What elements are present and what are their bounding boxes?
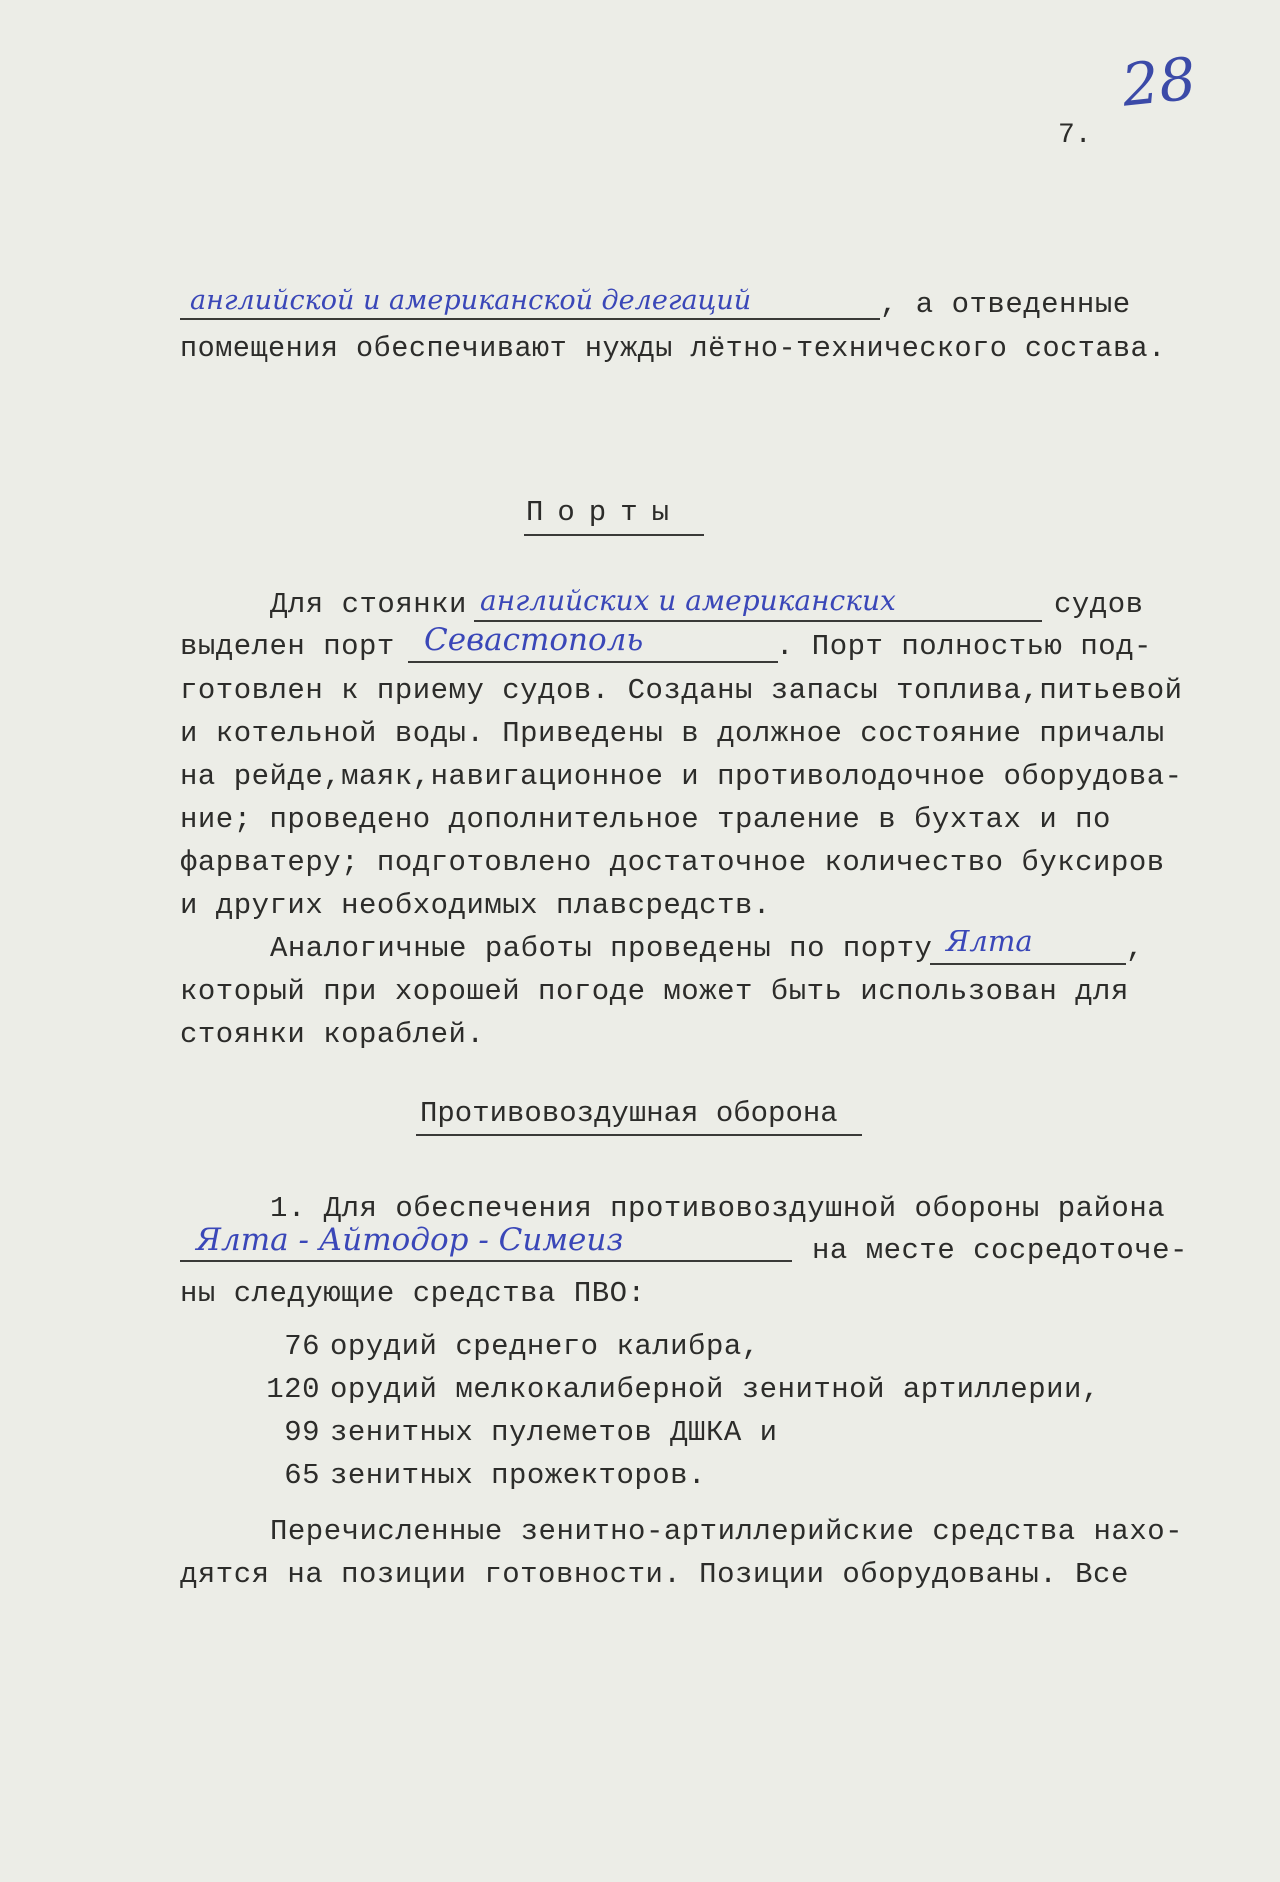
ports-p2-start: выделен порт bbox=[180, 630, 395, 663]
closing-line-1: Перечисленные зенитно-артиллерийские средства нахо- bbox=[270, 1515, 1184, 1548]
ports-p1-start: Для стоянки bbox=[270, 588, 467, 621]
archive-folio-number: 28 bbox=[1118, 44, 1200, 120]
ports-p3-tail: , bbox=[1126, 932, 1144, 965]
ports-p3-line-1: который при хорошей погоде может быть использован для bbox=[180, 975, 1129, 1008]
ports-line-6: и других необходимых плавсредств. bbox=[180, 889, 771, 922]
ports-line-2: и котельной воды. Приведены в должное состояние причалы bbox=[180, 717, 1165, 750]
intro-line2: помещения обеспечивают нужды лётно-технического состава. bbox=[180, 332, 1166, 365]
asset-count: 76 bbox=[284, 1330, 320, 1363]
asset-line bbox=[260, 1373, 1100, 1406]
ports-line-4: ние; проведено дополнительное траление в бухтах и по bbox=[180, 803, 1111, 836]
ports-line-3: на рейде,маяк,навигационное и противолодочное оборудова- bbox=[180, 760, 1183, 793]
ports-p3-line-2: стоянки кораблей. bbox=[180, 1018, 485, 1051]
handwritten-ships: английских и американских bbox=[480, 584, 896, 617]
handwritten-port2: Ялта bbox=[946, 924, 1033, 958]
asset-count: 65 bbox=[284, 1459, 320, 1492]
handwritten-blank-region bbox=[180, 1260, 792, 1262]
asset-text: орудий среднего калибра, bbox=[330, 1330, 760, 1363]
air-defense-heading-underline bbox=[416, 1134, 862, 1136]
handwritten-blank-delegations bbox=[180, 318, 880, 320]
asset-line bbox=[260, 1459, 706, 1492]
handwritten-delegations: английской и американской делегаций bbox=[190, 285, 752, 316]
asset-text: зенитных пулеметов ДШКА и bbox=[330, 1416, 778, 1449]
handwritten-port: Севастополь bbox=[424, 622, 644, 658]
ports-p1-tail: судов bbox=[1054, 588, 1144, 621]
handwritten-region: Ялта - Айтодор - Симеиз bbox=[196, 1222, 624, 1258]
air-defense-item1-line3: ны следующие средства ПВО: bbox=[180, 1277, 646, 1310]
ports-line-1: готовлен к приему судов. Созданы запасы топлива,питьевой bbox=[180, 674, 1183, 707]
asset-line bbox=[260, 1416, 778, 1449]
asset-text: орудий мелкокалиберной зенитной артиллерии, bbox=[330, 1373, 1100, 1406]
closing-line-2: дятся на позиции готовности. Позиции оборудованы. Все bbox=[180, 1558, 1129, 1591]
handwritten-blank-port2 bbox=[930, 963, 1126, 965]
ports-line-5: фарватеру; подготовлено достаточное количество буксиров bbox=[180, 846, 1165, 879]
ports-p2-tail: . Порт полностью под- bbox=[776, 630, 1152, 663]
ports-p3-start: Аналогичные работы проведены по порту bbox=[270, 932, 933, 965]
handwritten-blank-port bbox=[408, 661, 778, 663]
asset-line bbox=[260, 1330, 760, 1363]
asset-count: 120 bbox=[266, 1373, 320, 1406]
asset-text: зенитных прожекторов. bbox=[330, 1459, 706, 1492]
ports-heading-underline bbox=[524, 534, 704, 536]
asset-count: 99 bbox=[284, 1416, 320, 1449]
air-defense-item1-tail: на месте сосредоточе- bbox=[812, 1234, 1188, 1267]
intro-line1-tail: , а отведенные bbox=[880, 288, 1131, 321]
air-defense-heading: Противовоздушная оборона bbox=[420, 1097, 838, 1130]
air-defense-item1-start: 1. Для обеспечения противовоздушной обороны района bbox=[270, 1192, 1166, 1225]
ports-heading: Порты bbox=[526, 496, 684, 529]
page-number: 7. bbox=[1058, 120, 1092, 151]
